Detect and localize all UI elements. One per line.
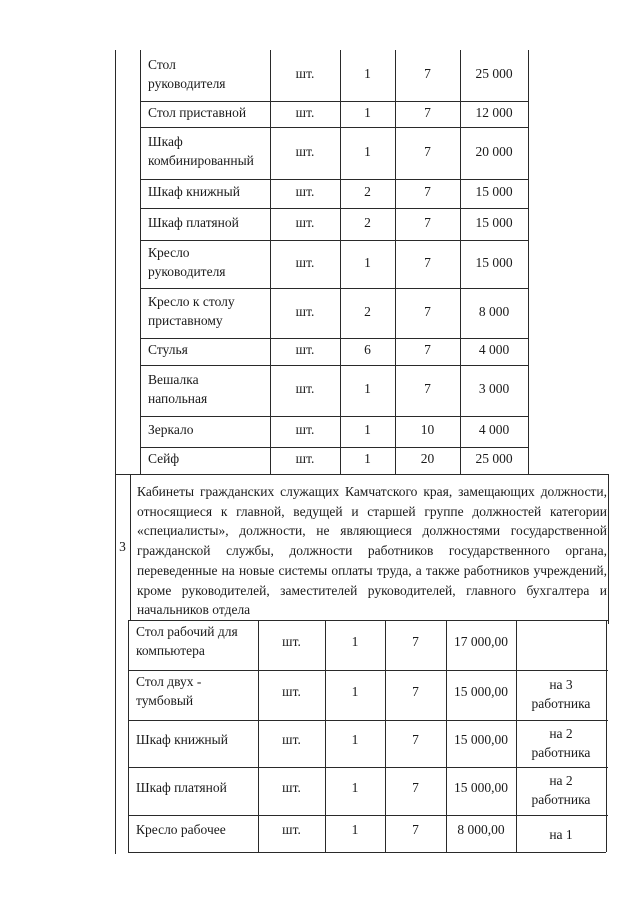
section1-col-divider: [528, 50, 529, 474]
price-cell: 15 000: [475, 214, 513, 230]
quantity-cell: 1: [364, 451, 371, 466]
item-name: напольная: [148, 390, 208, 406]
quantity-cell: 2: [364, 214, 371, 230]
section3-rows-top: [128, 620, 608, 621]
quantity-cell: 1: [364, 66, 371, 81]
quantity-cell: 1: [351, 683, 359, 699]
service-years-cell: 7: [424, 66, 431, 81]
item-name: Шкаф книжный: [136, 732, 228, 747]
item-name: Стол рабочий для: [136, 624, 238, 639]
item-name: Шкаф платяной: [136, 779, 227, 795]
section3-top-border: [115, 474, 609, 475]
section1-col-divider: [115, 50, 116, 474]
quantity-cell: 2: [364, 303, 371, 319]
unit-cell: шт.: [282, 732, 301, 747]
section1-row-divider: [140, 288, 528, 289]
item-name: Стулья: [148, 342, 188, 357]
service-years-cell: 7: [412, 779, 419, 795]
item-name: Кресло к столу: [148, 294, 235, 309]
section3-number-divider: [130, 474, 131, 620]
unit-cell: шт.: [295, 66, 315, 81]
item-name: Сейф: [148, 451, 180, 466]
quantity-cell: 1: [351, 822, 359, 837]
quantity-cell: 1: [351, 779, 359, 795]
service-years-cell: 7: [412, 732, 419, 747]
item-name: Кресло рабочее: [136, 822, 226, 837]
section1-col-divider: [140, 50, 141, 474]
section1-row-divider: [140, 338, 528, 339]
section1-row-divider: [140, 240, 528, 241]
quantity-cell: 6: [364, 342, 371, 357]
item-name: Шкаф книжный: [148, 184, 240, 199]
price-cell: 25 000: [475, 66, 513, 81]
section3-col-divider: [128, 620, 129, 852]
unit-cell: шт.: [282, 779, 301, 795]
item-name: Шкаф: [148, 134, 183, 149]
section1-row-divider: [140, 179, 528, 180]
price-cell: 20 000: [475, 143, 513, 159]
quantity-cell: 2: [364, 184, 371, 199]
unit-cell: шт.: [295, 104, 315, 120]
unit-cell: шт.: [295, 254, 315, 270]
service-years-cell: 7: [424, 342, 431, 357]
note-cell: работника: [531, 696, 591, 711]
item-name: Стол двух -: [136, 674, 202, 689]
item-name: компьютера: [136, 643, 205, 658]
quantity-cell: 1: [364, 143, 371, 159]
section1-row-divider: [140, 127, 528, 128]
quantity-cell: 1: [351, 633, 359, 649]
item-name: Стол приставной: [148, 104, 247, 120]
service-years-cell: 7: [424, 104, 431, 120]
price-cell: 4 000: [478, 342, 510, 357]
price-cell: 15 000: [475, 254, 513, 270]
section3-outer-right: [608, 474, 609, 624]
price-cell: 12 000: [475, 104, 513, 120]
unit-cell: шт.: [282, 633, 301, 649]
service-years-cell: 7: [424, 254, 431, 270]
quantity-cell: 1: [351, 732, 359, 747]
unit-cell: шт.: [282, 683, 301, 699]
price-cell: 25 000: [475, 451, 513, 466]
section3-outer-left: [115, 474, 116, 854]
price-cell: 3 000: [478, 381, 510, 396]
item-name: Стол: [148, 56, 176, 72]
service-years-cell: 7: [424, 143, 431, 159]
note-cell: на 3: [549, 677, 573, 692]
section-number: 3: [119, 539, 126, 554]
section3-col-divider: [606, 620, 607, 852]
note-cell: на 1: [549, 827, 573, 842]
price-cell: 15 000,00: [454, 683, 508, 699]
service-years-cell: 7: [412, 683, 419, 699]
section-heading: Кабинеты гражданских служащих Камчатского края, замещающих должности, относящиеся к главной, ведущей и старшей группе должностей категории «специалисты», должности, не являющиеся должностями государственной гражданской службы, должности работников государственного органа, переведенные на новые системы оплаты труда, а также работников учреждений, кроме руководителей, заместителей руководителей, главного бухгалтера и начальников отдела: [137, 484, 607, 618]
item-name: приставному: [148, 313, 223, 328]
quantity-cell: 1: [364, 254, 371, 270]
item-name: Зеркало: [148, 422, 194, 437]
price-cell: 15 000,00: [454, 732, 508, 747]
item-name: Кресло: [148, 245, 190, 260]
item-name: руководителя: [148, 75, 226, 91]
unit-cell: шт.: [295, 342, 315, 357]
section3-row-divider: [128, 852, 606, 853]
section3-row-divider: [128, 815, 608, 816]
price-cell: 15 000: [475, 184, 513, 199]
item-name: тумбовый: [136, 693, 194, 708]
note-cell: на 2: [549, 725, 573, 741]
quantity-cell: 1: [364, 422, 371, 437]
quantity-cell: 1: [364, 104, 371, 120]
service-years-cell: 20: [420, 451, 435, 466]
item-name: комбинированный: [148, 153, 254, 168]
unit-cell: шт.: [282, 822, 301, 837]
item-name: Шкаф платяной: [148, 214, 239, 230]
unit-cell: шт.: [295, 143, 315, 159]
price-cell: 15 000,00: [454, 779, 508, 795]
note-cell: на 2: [549, 773, 573, 788]
unit-cell: шт.: [295, 184, 315, 199]
service-years-cell: 7: [424, 214, 431, 230]
note-cell: работника: [531, 792, 591, 807]
service-years-cell: 7: [424, 381, 431, 396]
price-cell: 17 000,00: [454, 633, 508, 649]
unit-cell: шт.: [295, 214, 315, 230]
service-years-cell: 7: [412, 633, 419, 649]
section1-row-divider: [140, 447, 528, 448]
service-years-cell: 10: [420, 422, 435, 437]
service-years-cell: 7: [424, 184, 431, 199]
item-name: Вешалка: [148, 371, 199, 387]
unit-cell: шт.: [295, 381, 315, 396]
unit-cell: шт.: [295, 451, 315, 466]
section3-row-divider: [128, 720, 608, 721]
price-cell: 4 000: [478, 422, 510, 437]
section3-row-divider: [128, 767, 608, 768]
price-cell: 8 000,00: [457, 822, 505, 837]
price-cell: 8 000: [478, 303, 510, 319]
service-years-cell: 7: [412, 822, 419, 837]
unit-cell: шт.: [295, 422, 315, 437]
note-cell: работника: [531, 744, 591, 760]
item-name: руководителя: [148, 264, 226, 279]
section1-row-divider: [140, 416, 528, 417]
section1-row-divider: [140, 208, 528, 209]
unit-cell: шт.: [295, 303, 315, 319]
service-years-cell: 7: [424, 303, 431, 319]
section3-row-divider: [128, 670, 608, 671]
quantity-cell: 1: [364, 381, 371, 396]
section1-row-divider: [140, 365, 528, 366]
